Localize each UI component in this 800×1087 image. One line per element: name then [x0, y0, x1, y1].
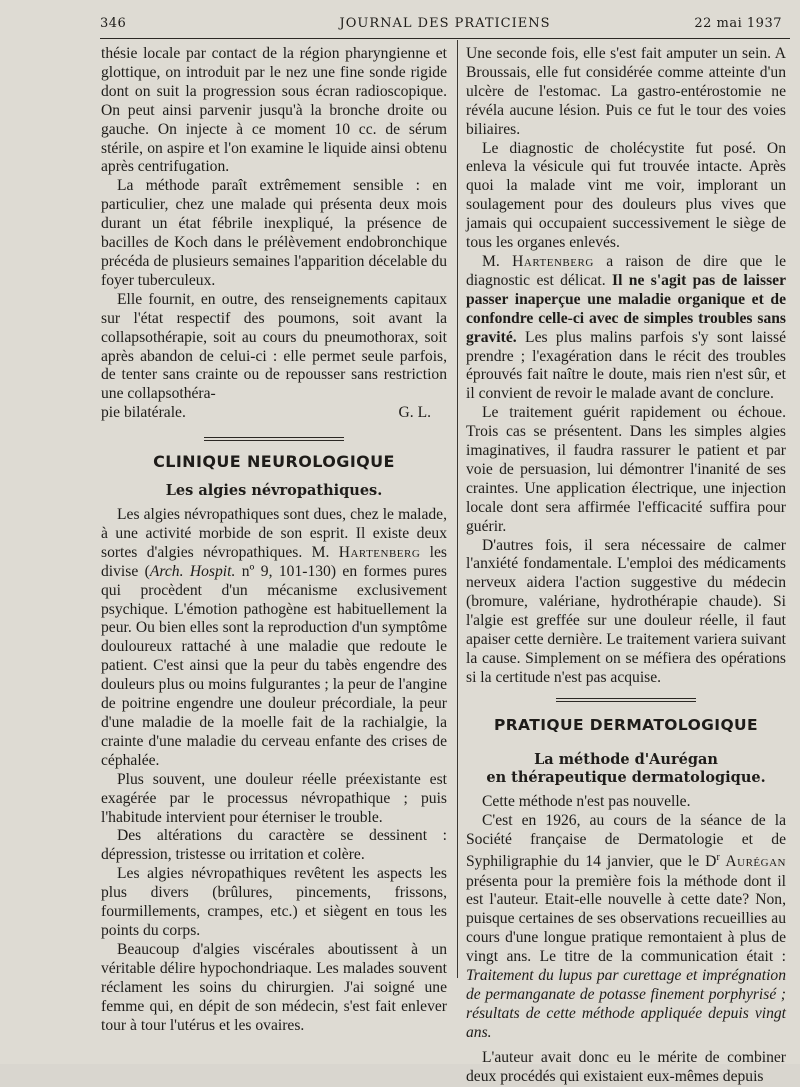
left-paragraph-6: Des altérations du caractère se dessinent : dépression, tristesse ou irritation et colère.: [101, 827, 447, 864]
running-header: [100, 14, 790, 36]
right-paragraph-4: Le traitement guérit rapidement ou échoue. Trois cas se présentent. Dans les simples algies imaginatives, il faudra rassurer le patient et par voie de persuasion, lui démontrer l'inanité de ses craintes. Une application électrique, une injection locale dont sera affirmée l'efficacité suffira pour guérir.: [466, 404, 786, 535]
left-paragraph-3: Elle fournit, en outre, des renseignements capitaux sur l'état respectif des poumons, soit avant la collapsothérapie, soit au cours du pneumothorax, soit après abandon de celui-ci : elle permet seule parfois, de tenter sans crainte ou de repousser sans restriction une collapsothéra-: [101, 290, 447, 403]
left-paragraph-7: Les algies névropathiques revêtent les aspects les plus divers (brûlures, pincements, frissons, fourmillements, crampes, etc.) et siègent en tous les points du corps.: [101, 865, 447, 939]
right-paragraph-7: C'est en 1926, au cours de la séance de la Société française de Dermatologie et de Syphiligraphie du 14 janvier, que le $D^r$ Aurégan présenta pour la première fois la méthode dont il est l'auteur. Etait-elle nouvelle à cette date? Non, puisque certaines de ses observations recueillies au cours d'une longue pratique remontaient à plus de vingt ans. Le titre de la communication était : Traitement du lupus par curettage et imprégnation de permanganate de potasse finement porphyrisé ; résultats de cette méthode appliquée depuis vingt ans.: [466, 811, 786, 1041]
left-paragraph-8: Beaucoup d'algies viscérales aboutissent à un véritable délire hypochondriaque. Les malades souvent réclament les soins du chirurgien. J'ai soigné une femme qui, en dépit de son médecin, s'est fait enlever tour à tour l'utérus et les ovaires.: [101, 940, 447, 1034]
left-paragraph-2: La méthode paraît extrêmement sensible : en particulier, chez une malade qui présenta deux mois durant un état fébrile inexpliqué, la présence de bacilles de Koch dans le prélèvement endobronchique précéda de plusieurs semaines l'apparition décelable du foyer tuberculeux.: [101, 177, 447, 289]
section-separator: [556, 698, 696, 702]
left-paragraph-3-end: pie bilatérale.: [101, 404, 186, 422]
section-separator: [204, 437, 344, 441]
communication-title: Traitement du lupus par curettage et imprégnation de permanganate de potasse finement porphyrisé ; résultats de cette méthode appliquée depuis vingt ans.: [466, 967, 786, 1041]
journal-title: JOURNAL DES PRATICIENS: [339, 16, 551, 31]
author-signature: G. L.: [398, 404, 431, 422]
right-paragraph-5: D'autres fois, il sera nécessaire de calmer l'anxiété fondamentale. L'emploi des médicaments nerveux aidera l'action suggestive du médecin (bromure, valériane, hydrothérapie chaude). Si l'algie est greffée sur une douleur réelle, il faut apaiser cette dernière. Le traitement variera suivant la cause. Simplement on se méfiera des opérations si la certitude n'est pas acquise.: [466, 536, 786, 686]
article-title-auregan: La méthode d'Aurégan en thérapeutique dermatologique.: [486, 750, 766, 786]
right-paragraph-6: Cette méthode n'est pas nouvelle.: [482, 792, 691, 810]
author-name: Aurégan: [719, 853, 786, 871]
right-paragraph-1: Une seconde fois, elle s'est fait amputer un sein. A Broussais, elle fut considérée comme atteinte d'un ulcère de l'estomac. La gastro-entérostomie ne révéla aucune lésion. Puis ce fut le tour des voies biliaires.: [466, 45, 786, 138]
article-title-algies: Les algies névropathiques.: [165, 482, 383, 500]
right-paragraph-8: L'auteur avait donc eu le mérite de combiner deux procédés qui existaient eux-mêmes depuis: [466, 1048, 786, 1085]
section-title-neurologique: CLINIQUE NEUROLOGIQUE: [153, 452, 395, 472]
column-divider: [457, 40, 458, 978]
left-paragraph-4: Les algies névropathiques sont dues, chez le malade, à une activité morbide de son esprit. Il existe deux sortes d'algies névropathiques. M. Hartenberg les divise (Arch. Hospit. nº 9, 101-130) en formes pures qui procèdent d'un mécanisme exclusivement psychique. L'émotion pathogène est habituellement la peur. Ou bien elles sont la reproduction d'un symptôme douloureux rattaché à une maladie que redoute le patient. C'est ainsi que la peur du tabès engendre des douleurs plus ou moins fulgurantes ; la peur de l'angine de poitrine engendre une douleur précordiale, la peur d'une maladie de la moelle fait de la rachialgie, la crainte d'une maladie du cerveau enfante des crises de céphalée.: [101, 506, 447, 769]
emphasized-sentence: Il ne s'agit pas de laisser passer inaperçue une maladie organique et de confondre celle-ci avec de simples troubles sans gravité.: [466, 271, 786, 346]
issue-date: 22 mai 1937: [694, 16, 782, 31]
signature-line: [101, 404, 447, 423]
left-paragraph-5: Plus souvent, une douleur réelle préexistante est exagérée par le processus névropathique ; puis l'habitude intervient pour éterniser le trouble.: [101, 770, 447, 826]
right-paragraph-2: Le diagnostic de cholécystite fut posé. On enleva la vésicule qui fut trouvée intacte. Après quoi la malade vint me voir, implorant un soulagement pour des douleurs plus vives que jamais qui occupaient successivement le siège de tous les organes enlevés.: [466, 139, 786, 252]
left-paragraph-1: thésie locale par contact de la région pharyngienne et glottique, on introduit par le nez une fine sonde rigide dont on suit la progression sous écran radioscopique. On peut ainsi parvenir jusqu'à la bronche droite ou gauche. On injecte à ce moment 10 cc. de sérum stérile, on aspire et l'on examine le liquide ainsi obtenu après centrifugation.: [101, 45, 447, 176]
page-number: 346: [100, 16, 127, 31]
section-title-dermatologique: PRATIQUE DERMATOLOGIQUE: [493, 715, 759, 734]
author-name: Hartenberg: [512, 252, 594, 270]
author-name: Hartenberg: [338, 543, 421, 561]
reference-title: Arch. Hospit.: [149, 562, 236, 580]
right-column: [466, 45, 786, 1087]
left-column: [101, 45, 447, 1035]
header-rule: [100, 38, 790, 39]
right-paragraph-3: M. Hartenberg a raison de dire que le diagnostic est délicat. Il ne s'agit pas de laisser passer inaperçue une maladie organique et de confondre celle-ci avec de simples troubles sans gravité. Les plus malins parfois s'y sont laissé prendre ; l'exagération dans le récit des troubles éprouvés fait naître le doute, mais rien n'est sûr, et il convient de revoir le malade avant de conclure.: [466, 252, 786, 403]
